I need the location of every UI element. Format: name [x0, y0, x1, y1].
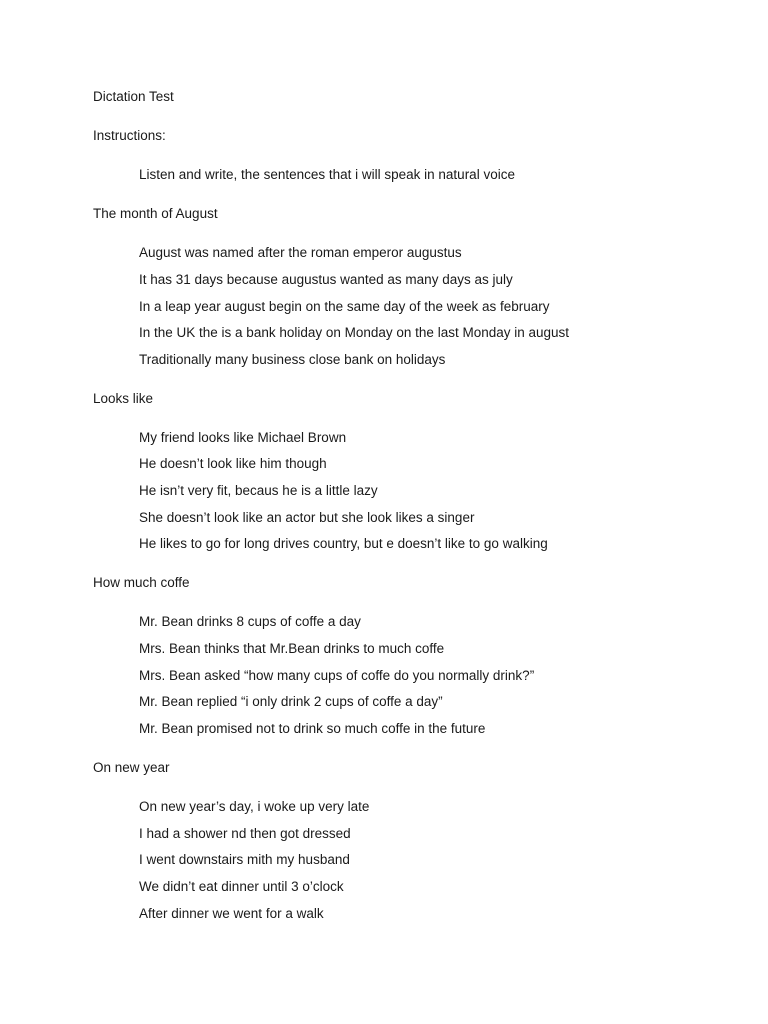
page-title: Dictation Test [93, 89, 174, 104]
item-text: Mrs. Bean thinks that Mr.Bean drinks to much coffe [139, 641, 445, 656]
item-text: Mr. Bean replied “i only drink 2 cups of coffe a day” [139, 694, 443, 709]
item-text: Mr. Bean drinks 8 cups of coffe a day [139, 614, 361, 629]
item-text: She doesn’t look like an actor but she look likes a singer [139, 510, 475, 525]
section-heading: How much coffe [93, 575, 190, 590]
item-text: Mr. Bean promised not to drink so much coffe in the future [139, 721, 486, 736]
section-heading: On new year [93, 760, 170, 775]
item-text: After dinner we went for a walk [139, 906, 324, 921]
item-text: He doesn’t look like him though [139, 456, 327, 471]
item-text: He likes to go for long drives country, but e doesn’t like to go walking [139, 536, 548, 551]
item-text: I had a shower nd then got dressed [139, 826, 351, 841]
item-text: On new year’s day, i woke up very late [139, 799, 370, 814]
item-text: It has 31 days because augustus wanted as many days as july [139, 272, 513, 287]
item-text: Traditionally many business close bank on holidays [139, 352, 446, 367]
item-text: My friend looks like Michael Brown [139, 430, 347, 445]
item-text: Mrs. Bean asked “how many cups of coffe do you normally drink?” [139, 668, 535, 683]
item-text: I went downstairs mith my husband [139, 852, 350, 867]
item-text: In a leap year august begin on the same day of the week as february [139, 299, 550, 314]
instructions-text: Listen and write, the sentences that i will speak in natural voice [139, 167, 515, 182]
section-heading: The month of August [93, 206, 218, 221]
item-text: In the UK the is a bank holiday on Monday on the last Monday in august [139, 325, 570, 340]
section-heading: Looks like [93, 391, 154, 406]
item-text: We didn’t eat dinner until 3 o’clock [139, 879, 344, 894]
instructions-heading: Instructions: [93, 128, 166, 143]
item-text: August was named after the roman emperor augustus [139, 245, 462, 260]
item-text: He isn’t very fit, becaus he is a little lazy [139, 483, 378, 498]
